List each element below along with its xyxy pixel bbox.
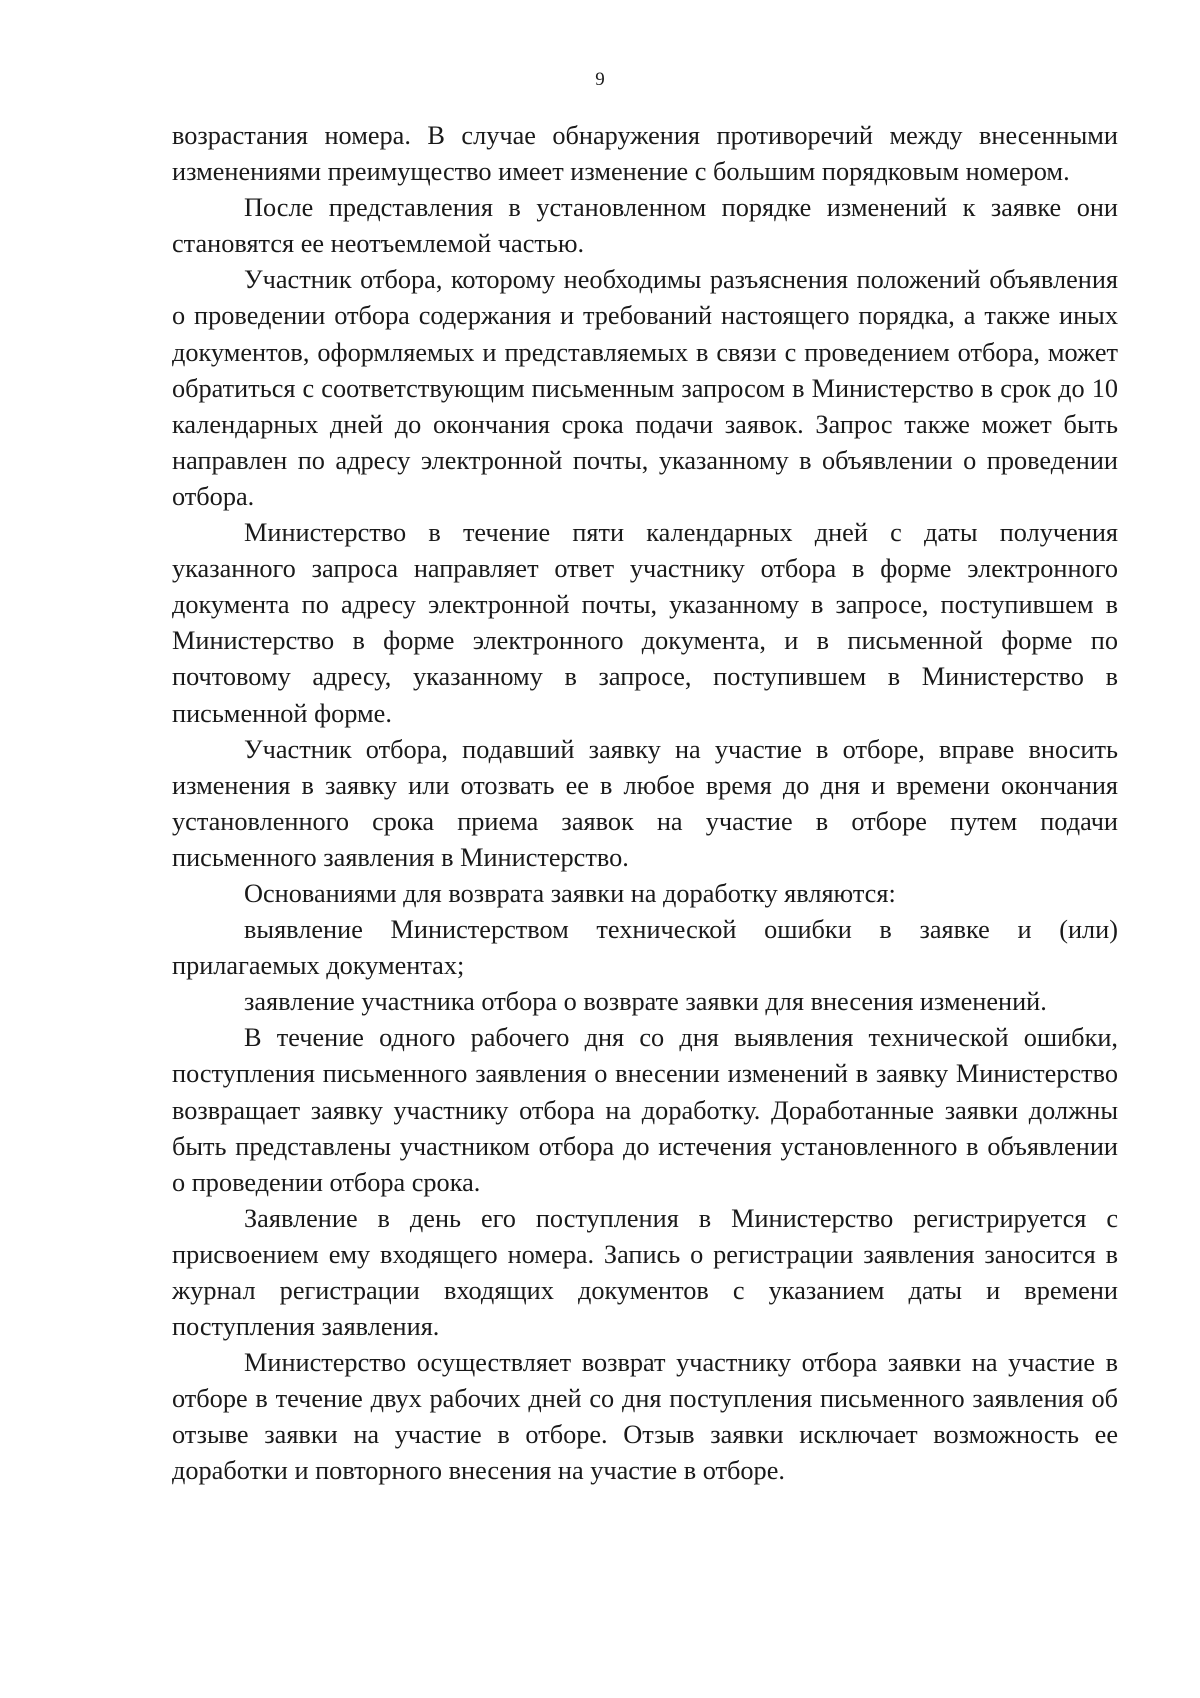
- page-number: 9: [595, 69, 605, 90]
- paragraph-11: Министерство осуществляет возврат участнику отбора заявки на участие в отборе в течение двух рабочих дней со дня поступления письменного заявления об отзыве заявки на участие в отборе. Отзыв заявки исключает возможность ее доработки и повторного внесения на участие в отборе.: [172, 1348, 1118, 1486]
- paragraph-7: выявление Министерством технической ошибки в заявке и (или) прилагаемых документах;: [172, 915, 1118, 981]
- document-body: [172, 118, 1118, 1490]
- paragraph-4: Министерство в течение пяти календарных дней с даты получения указанного запроса направляет ответ участнику отбора в форме электронного документа по адресу электронной почты, указанному в запросе, поступившем в Министерство в форме электронного документа, и в письменной форме по почтовому адресу, указанному в запросе, поступившем в Министерство в письменной форме.: [172, 518, 1118, 728]
- paragraph-1: возрастания номера. В случае обнаружения противоречий между внесенными изменениями преимущество имеет изменение с большим порядковым номером.: [172, 121, 1118, 187]
- paragraph-5: Участник отбора, подавший заявку на участие в отборе, вправе вносить изменения в заявку или отозвать ее в любое время до дня и времени окончания установленного срока приема заявок на участие в отборе путем подачи письменного заявления в Министерство.: [172, 734, 1118, 872]
- paragraph-8: заявление участника отбора о возврате заявки для внесения изменений.: [244, 987, 1047, 1017]
- paragraph-3: Участник отбора, которому необходимы разъяснения положений объявления о проведении отбора содержания и требований настоящего порядка, а также иных документов, оформляемых и представляемых в связи с проведением отбора, может обратиться с соответствующим письменным запросом в Министерство в срок до 10 календарных дней до окончания срока подачи заявок. Запрос также может быть направлен по адресу электронной почты, указанному в объявлении о проведении отбора.: [172, 265, 1118, 511]
- paragraph-9: В течение одного рабочего дня со дня выявления технической ошибки, поступления письменного заявления о внесении изменений в заявку Министерство возвращает заявку участнику отбора на доработку. Доработанные заявки должны быть представлены участником отбора до истечения установленного в объявлении о проведении отбора срока.: [172, 1023, 1118, 1197]
- paragraph-10: Заявление в день его поступления в Министерство регистрируется с присвоением ему входящего номера. Запись о регистрации заявления заносится в журнал регистрации входящих документов с указанием даты и времени поступления заявления.: [172, 1203, 1118, 1342]
- paragraph-2: После представления в установленном порядке изменений к заявке они становятся ее неотъемлемой частью.: [172, 193, 1118, 259]
- paragraph-6: Основаниями для возврата заявки на доработку являются:: [244, 878, 896, 908]
